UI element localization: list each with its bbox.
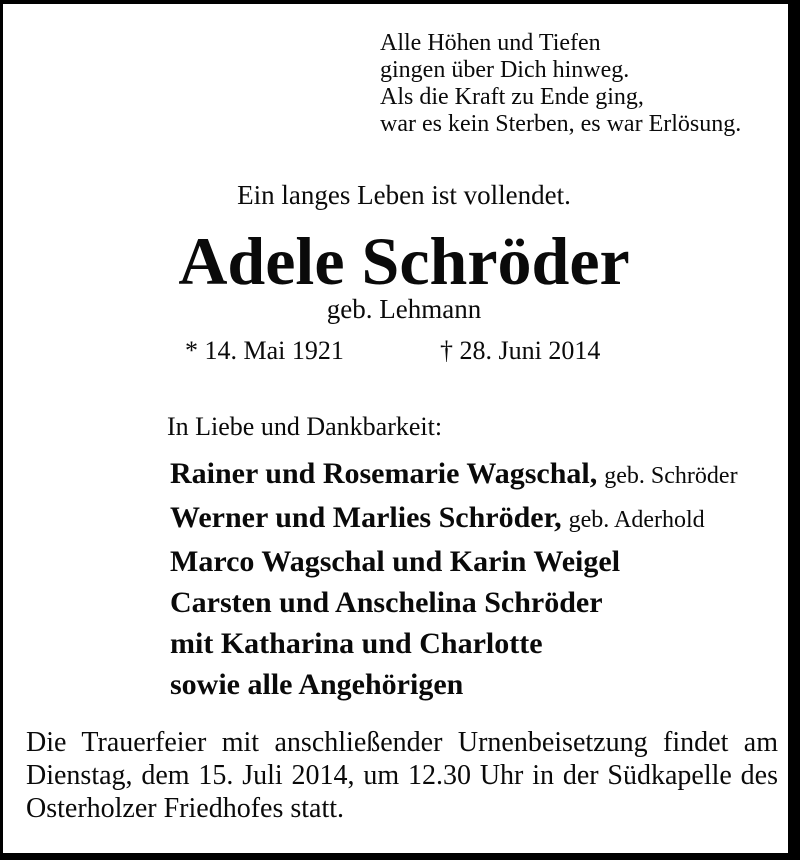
mourner-name: Werner und Marlies Schröder, (170, 501, 562, 534)
mourner-line (170, 497, 738, 541)
mourner-name: Marco Wagschal und Karin Weigel (170, 545, 621, 578)
mourner-name: Carsten und Anschelina Schröder (170, 586, 603, 619)
funeral-notice-line: Dienstag, dem 15. Juli 2014, um 12.30 Uhr in der Südkapelle des (26, 760, 778, 791)
mourner-line (170, 582, 738, 623)
scan-border-top (0, 0, 800, 4)
mourner-line (170, 664, 738, 705)
mourner-line (170, 541, 738, 582)
mourning-salutation: In Liebe und Dankbarkeit: (167, 412, 443, 441)
scan-border-left (0, 0, 3, 860)
intro-sentence: Ein langes Leben ist vollendet. (237, 180, 571, 210)
death-date: † 28. Juni 2014 (440, 336, 601, 365)
funeral-notice-line: Osterholzer Friedhofes statt. (26, 793, 345, 824)
mourner-name: sowie alle Angehörigen (170, 668, 464, 701)
epigraph-line: war es kein Sterben, es war Erlösung. (380, 111, 742, 137)
birth-date: * 14. Mai 1921 (185, 336, 344, 365)
scan-border-right (788, 0, 800, 860)
life-dates (0, 336, 800, 368)
mourners-list (170, 453, 738, 705)
mourner-line (170, 623, 738, 664)
scan-border-bottom (0, 853, 800, 860)
mourner-name: Rainer und Rosemarie Wagschal, (170, 457, 598, 490)
mourner-maiden-name: geb. Schröder (604, 463, 738, 489)
epigraph-verse (380, 30, 741, 138)
funeral-notice-line: Die Trauerfeier mit anschließender Urnenbeisetzung findet am (26, 727, 778, 758)
maiden-name: geb. Lehmann (326, 294, 482, 324)
epigraph-line: gingen über Dich hinweg. (380, 57, 630, 83)
mourner-name: mit Katharina und Charlotte (170, 627, 543, 660)
epigraph-line: Als die Kraft zu Ende ging, (380, 84, 644, 110)
mourner-maiden-name: geb. Aderhold (568, 507, 705, 533)
funeral-notice (26, 726, 778, 825)
deceased-name: Adele Schröder (178, 223, 630, 299)
mourner-line (170, 453, 738, 497)
epigraph-line: Alle Höhen und Tiefen (380, 30, 601, 56)
